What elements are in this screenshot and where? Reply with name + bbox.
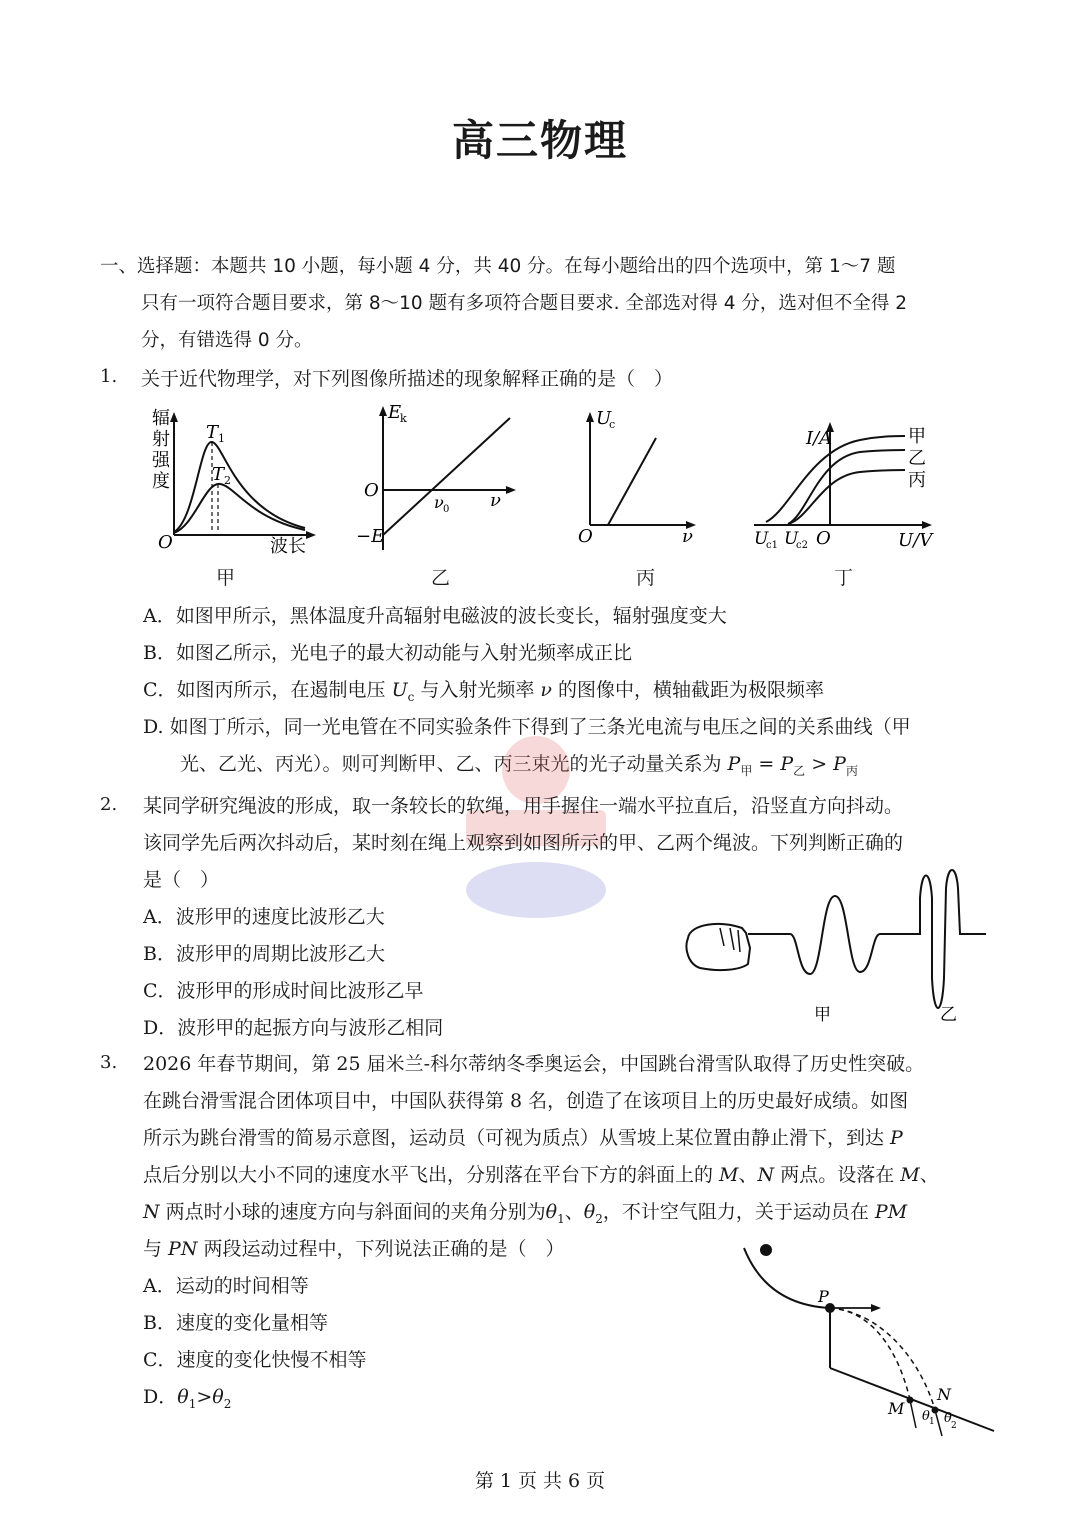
label-p: P (818, 1287, 829, 1306)
y-axis-sub: k (400, 412, 407, 425)
origin-label: O (158, 532, 173, 553)
origin-label: O (364, 480, 379, 501)
origin-label: O (578, 526, 593, 547)
figure-iv-curves (750, 410, 950, 560)
y-axis-label: U (596, 408, 612, 429)
section-instructions-line1: 一、选择题：本题共 10 小题，每小题 4 分，共 40 分。在每小题给出的四个选项中，第 1～7 题 (100, 256, 896, 277)
operator: = (752, 753, 781, 775)
option-c: C．波形甲的形成时间比波形乙早 (143, 980, 424, 1002)
option-text: D． (143, 1386, 178, 1408)
symbol-theta: θ (177, 1386, 189, 1408)
symbol-sub: 2 (223, 1396, 232, 1411)
axis-label-char: 强 (152, 450, 170, 471)
stem-text: 两点时小球的速度方向与斜面间的夹角分别为 (159, 1201, 546, 1223)
option-b: B．速度的变化量相等 (143, 1312, 328, 1334)
symbol-n: N (757, 1164, 775, 1186)
symbol-sub: 乙 (793, 763, 806, 778)
question-stem-line3: 是（ ） (143, 869, 220, 891)
stem-text: 点后分别以大小不同的速度水平飞出，分别落在平台下方的斜面上的 (143, 1164, 720, 1186)
wave-label-yi: 乙 (940, 1005, 957, 1025)
operator: > (196, 1386, 213, 1408)
option-text: 光、乙光、丙光）。则可判断甲、乙、丙三束光的光子动量关系为 (180, 753, 728, 775)
axis-label-char: 射 (152, 429, 170, 450)
stem-text: 所示为跳台滑雪的简易示意图，运动员（可视为质点）从雪坡上某位置由静止滑下，到达 (143, 1127, 891, 1149)
figure-ski-jump (730, 1238, 1000, 1438)
option-d (143, 1382, 231, 1411)
question-stem-line4 (143, 1160, 939, 1187)
label-v0: ν (434, 493, 444, 512)
question-stem-line6 (143, 1234, 565, 1261)
curve-label-yi: 乙 (908, 448, 926, 469)
option-a: A．运动的时间相等 (143, 1275, 309, 1297)
option-a: A．波形甲的速度比波形乙大 (143, 906, 385, 928)
wave-label-jia: 甲 (814, 1005, 831, 1025)
y-axis-label: E (388, 402, 402, 423)
figure-caption-ding: 丁 (834, 567, 854, 589)
symbol-p: P (780, 753, 794, 775)
axis-label-char: 辐 (152, 408, 170, 429)
skier-icon (760, 1244, 772, 1256)
x-axis-label: ν (490, 490, 501, 511)
figure-caption-bing: 丙 (636, 567, 656, 589)
option-d-line1: D. 如图丁所示，同一光电管在不同实验条件下得到了三条光电流与电压之间的关系曲线（甲 (143, 716, 911, 738)
label-theta1-sub: 1 (929, 1417, 935, 1427)
question-stem-line3 (143, 1123, 903, 1150)
question-stem: 关于近代物理学，对下列图像所描述的现象解释正确的是（ ） (141, 368, 674, 390)
option-a: A．如图甲所示，黑体温度升高辐射电磁波的波长变长，辐射强度变大 (143, 605, 727, 627)
section-instructions-line2: 只有一项符合题目要求，第 8～10 题有多项符合题目要求. 全部选对得 4 分，选对但不全得 2 (141, 293, 908, 314)
label-t2-sub: 2 (224, 474, 231, 487)
label-t1-sub: 1 (218, 432, 225, 445)
question-stem-line2: 该同学先后两次抖动后，某时刻在绳上观察到如图所示的甲、乙两个绳波。下列判断正确的 (143, 832, 904, 854)
option-b: B．波形甲的周期比波形乙大 (143, 943, 385, 965)
symbol-sub: 甲 (740, 763, 753, 778)
stem-text: ，不计空气阻力，关于运动员在 (602, 1201, 875, 1223)
symbol-p: P (833, 753, 846, 775)
stem-text: 、 (564, 1201, 584, 1223)
figure-stopping-voltage (570, 400, 710, 560)
option-c (143, 675, 824, 704)
operator: > (805, 753, 834, 775)
label-theta1: θ (922, 1409, 930, 1424)
symbol-theta: θ (583, 1201, 596, 1223)
question-stem-line2: 在跳台滑雪混合团体项目中，中国队获得第 8 名，创造了在该项目上的历史最好成绩。如图 (143, 1090, 909, 1112)
label-uc1-sub: c1 (766, 540, 778, 551)
curve-label-jia: 甲 (908, 426, 926, 447)
y-axis-sub: c (609, 418, 616, 431)
hand-icon (687, 924, 751, 970)
stem-text: 、 (738, 1164, 758, 1186)
symbol-theta: θ (212, 1386, 224, 1408)
symbol-pm: PM (874, 1201, 908, 1223)
symbol-n: N (143, 1201, 160, 1223)
label-uc2-sub: c2 (796, 540, 808, 551)
page-title: 高三物理 (451, 116, 628, 165)
symbol-u: U (391, 679, 408, 701)
question-number: 1. (100, 366, 118, 387)
option-text: C．如图丙所示，在遏制电压 (143, 679, 392, 701)
symbol-pn: PN (168, 1238, 198, 1260)
option-c: C．速度的变化快慢不相等 (143, 1349, 367, 1371)
label-t1: T (206, 422, 219, 443)
label-v0-sub: 0 (443, 504, 450, 515)
symbol-sub: 丙 (845, 763, 858, 778)
figure-caption-yi: 乙 (431, 567, 451, 589)
axis-label-char: 度 (152, 471, 170, 492)
symbol-p: P (727, 753, 741, 775)
option-text: 的图像中，横轴截距为极限频率 (551, 679, 825, 701)
symbol-theta: θ (545, 1201, 558, 1223)
option-b: B．如图乙所示，光电子的最大初动能与入射光频率成正比 (143, 642, 632, 664)
question-stem-line1: 2026 年春节期间，第 25 届米兰-科尔蒂纳冬季奥运会，中国跳台滑雪队取得了历史性突破。 (143, 1053, 925, 1075)
symbol-m: M (719, 1164, 739, 1186)
question-stem-line1: 某同学研究绳波的形成，取一条较长的软绳，用手握住一端水平拉直后，沿竖直方向抖动。 (143, 795, 904, 817)
figure-caption-jia: 甲 (216, 567, 236, 589)
intercept-label: −E (356, 526, 385, 547)
stem-text: 两点。设落在 (774, 1164, 901, 1186)
label-theta2: θ (944, 1411, 952, 1426)
question-stem-line5 (143, 1197, 907, 1226)
label-m: M (888, 1399, 905, 1418)
option-d: D．波形甲的起振方向与波形乙相同 (143, 1017, 444, 1039)
y-axis-label: I/A (806, 428, 833, 449)
symbol-p: P (890, 1127, 903, 1149)
symbol-sub: 2 (595, 1211, 603, 1226)
label-t2: T (212, 464, 225, 485)
label-uc1: U (754, 529, 769, 549)
x-axis-label: U/V (898, 530, 933, 551)
option-text: 与入射光频率 (414, 679, 541, 701)
stem-text: 、 (919, 1164, 939, 1186)
symbol-m: M (900, 1164, 920, 1186)
x-axis-label: 波长 (270, 536, 306, 557)
symbol-sub: 1 (188, 1396, 197, 1411)
x-axis-label: ν (682, 526, 693, 547)
figure-rope-waves (680, 868, 1000, 1028)
section-instructions-line3: 分，有错选得 0 分。 (141, 330, 313, 351)
origin-label: O (816, 528, 831, 549)
label-n: N (937, 1385, 951, 1404)
page-footer: 第 1 页 共 6 页 (474, 1470, 606, 1492)
label-theta2-sub: 2 (951, 1421, 957, 1431)
figure-blackbody-radiation (140, 400, 320, 560)
label-uc2: U (784, 529, 799, 549)
question-number: 2. (100, 794, 118, 815)
figure-photoelectric-ek (350, 400, 530, 560)
question-number: 3. (100, 1052, 118, 1073)
stem-text: 与 (143, 1238, 169, 1260)
symbol-sub: c (407, 689, 415, 704)
curve-label-bing: 丙 (908, 470, 926, 491)
stem-text: 两段运动过程中，下列说法正确的是（ ） (197, 1238, 565, 1260)
symbol-nu: ν (540, 679, 552, 701)
symbol-sub: 1 (557, 1211, 565, 1226)
